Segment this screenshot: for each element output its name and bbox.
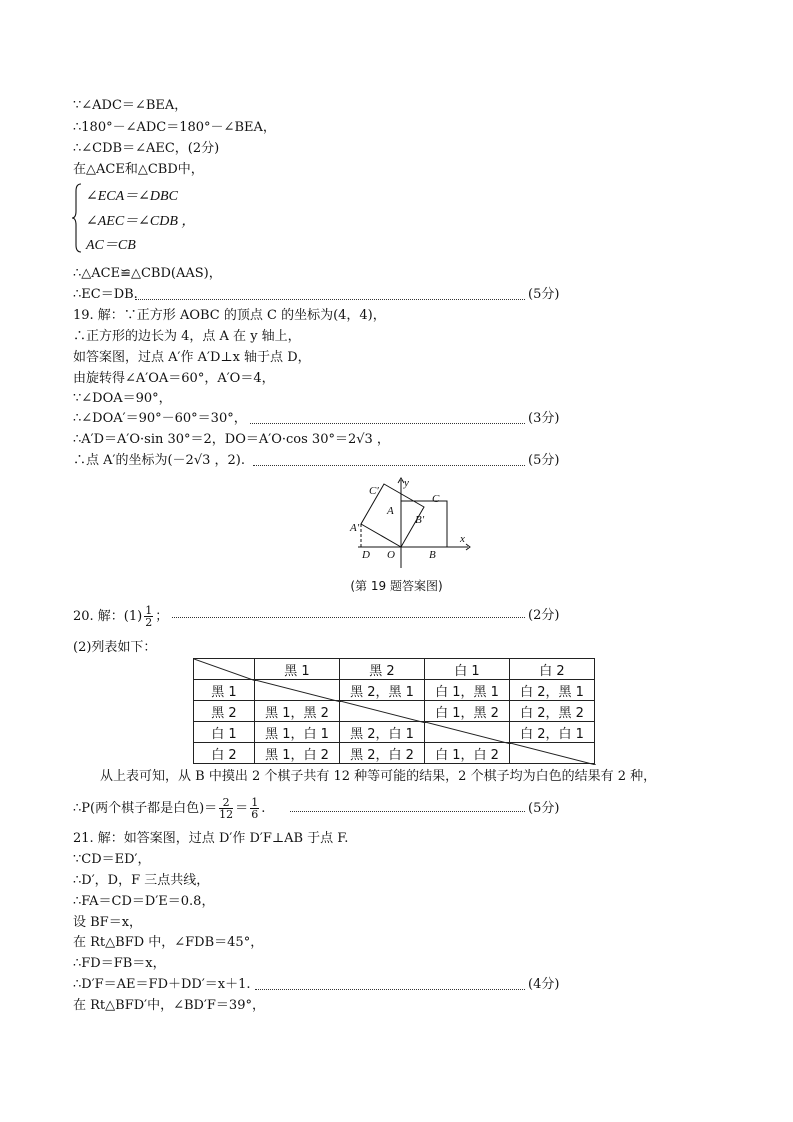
label-a: A [387,505,394,517]
row-label: 黑 2 [194,701,255,722]
text-line: ∴D′，D，F 三点共线， [73,873,210,888]
table-cell: 白 1，黑 1 [425,680,510,701]
label-b-prime: B′ [415,514,425,526]
diagonal-cell [194,659,255,680]
table-cell: 黑 1，白 2 [255,743,340,764]
text-line: 如答案图，过点 A′作 A′D⊥x 轴于点 D， [73,350,311,365]
table-cell: 黑 1，黑 2 [255,701,340,722]
text-line [73,797,265,820]
text-line: ∴FD＝FB＝x， [73,956,166,971]
table-row [194,701,595,722]
label-c-prime: C′ [369,485,379,497]
table-row [194,680,595,701]
denominator: 6 [251,808,259,821]
label-y: y [404,477,409,489]
text-line: 从上表可知，从 B 中摸出 2 个棋子共有 12 种等可能的结果，2 个棋子均为白色的结果有 2 种， [100,769,657,784]
row-label: 白 1 [194,722,255,743]
text-line: ∴D′F＝AE＝FD＋DD′＝x＋1. [73,977,251,992]
numerator: 2 [219,797,233,809]
equation-row: AC＝CB [86,238,136,253]
table-cell: 黑 2，白 1 [340,722,425,743]
score-label: (5分) [528,801,560,816]
text-line: (2)列表如下： [73,640,157,655]
figure-caption: (第 19 题答案图) [350,579,443,593]
label-d: D [362,549,370,561]
table-header-row [194,659,595,680]
diagonal-cell [340,701,425,722]
diagonal-cell [425,722,510,743]
text-line: ∵∠ADC＝∠BEA， [73,98,188,113]
row-label: 黑 1 [194,680,255,701]
table-row [194,743,595,764]
probability-label: ∴P(两个棋子都是白色)＝ [73,801,218,816]
score-label: (4分) [528,977,560,992]
text-line: ∴A′D＝A′O·sin 30°＝2，DO＝A′O·cos 30°＝2√3 ， [73,432,390,447]
text-line: ∴△ACE≌△CBD(AAS)， [73,266,222,281]
text-line: 设 BF＝x， [73,915,143,930]
label-a-prime: A′ [350,522,360,534]
q20-tail: ； [155,609,169,624]
score-label: (5分) [528,287,560,302]
text-line: ∴EC＝DB. [73,287,138,302]
label-x: x [460,533,465,545]
denominator: 12 [219,808,234,821]
q20-intro: 20. 解：(1) [73,609,143,624]
score-label: (5分) [528,453,560,468]
text-line: 在 Rt△BFD′中，∠BD′F＝39°， [73,998,265,1013]
header-cell: 白 1 [425,659,510,680]
text-line: ∵∠DOA＝90°， [73,391,172,406]
text-line: 在△ACE和△CBD中， [73,162,204,177]
table-cell: 白 2，黑 2 [510,701,595,722]
header-cell: 黑 2 [340,659,425,680]
dot-leader [172,617,525,618]
text-line: ∴正方形的边长为 4，点 A 在 y 轴上， [73,329,301,344]
dot-leader [290,811,525,812]
table-cell: 黑 1，白 1 [255,722,340,743]
text-line: ∴180°－∠ADC＝180°－∠BEA， [73,120,276,135]
text-line: ∴∠DOA′＝90°－60°＝30°， [73,411,247,426]
text-line: 由旋转得∠A′OA＝60°，A′O＝4， [73,371,275,386]
equation-row: ∠AEC＝∠CDB ， [86,214,196,229]
table-cell: 黑 2，白 2 [340,743,425,764]
text-line: ∴点 A′的坐标为(－2√3 ，2). [73,453,245,468]
table-cell: 白 2，白 1 [510,722,595,743]
fraction [250,797,259,820]
fraction [144,605,153,628]
text-line: ∵CD＝ED′， [73,852,151,867]
diagonal-cell [510,743,595,764]
numerator: 1 [145,604,153,617]
text-line: 21. 解：如答案图，过点 D′作 D′F⊥AB 于点 F. [73,831,349,846]
header-cell: 黑 1 [255,659,340,680]
table-cell: 白 1，黑 2 [425,701,510,722]
label-o: O [387,549,395,561]
row-label: 白 2 [194,743,255,764]
table-cell: 白 1，白 2 [425,743,510,764]
dot-leader [253,465,525,466]
diagonal-cell [255,680,340,701]
equation-brace [72,183,82,253]
text-line: ∴FA＝CD＝D′E＝0.8， [73,894,215,909]
denominator: 2 [145,616,153,629]
label-b: B [429,549,436,561]
text-line [73,605,168,628]
dot-leader [255,989,525,990]
text-line: 19. 解：∵正方形 AOBC 的顶点 C 的坐标为(4，4)， [73,308,386,323]
q19-figure [340,474,480,570]
period: . [261,801,266,816]
outcome-table [193,658,595,764]
score-label: (3分) [528,411,560,426]
text-line: ∴∠CDB＝∠AEC，(2分) [73,141,220,156]
dot-leader [135,299,525,300]
dot-leader [250,423,525,424]
header-cell: 白 2 [510,659,595,680]
fraction [219,797,233,820]
table-cell: 白 2，黑 1 [510,680,595,701]
text-line: 在 Rt△BFD 中，∠FDB＝45°， [73,935,264,950]
label-c: C [432,493,440,505]
equation-row: ∠ECA＝∠DBC [86,189,178,204]
table-cell: 黑 2，黑 1 [340,680,425,701]
table-row [194,722,595,743]
numerator: 1 [251,796,259,809]
score-label: (2分) [528,608,560,623]
equals-sign: ＝ [235,801,249,816]
